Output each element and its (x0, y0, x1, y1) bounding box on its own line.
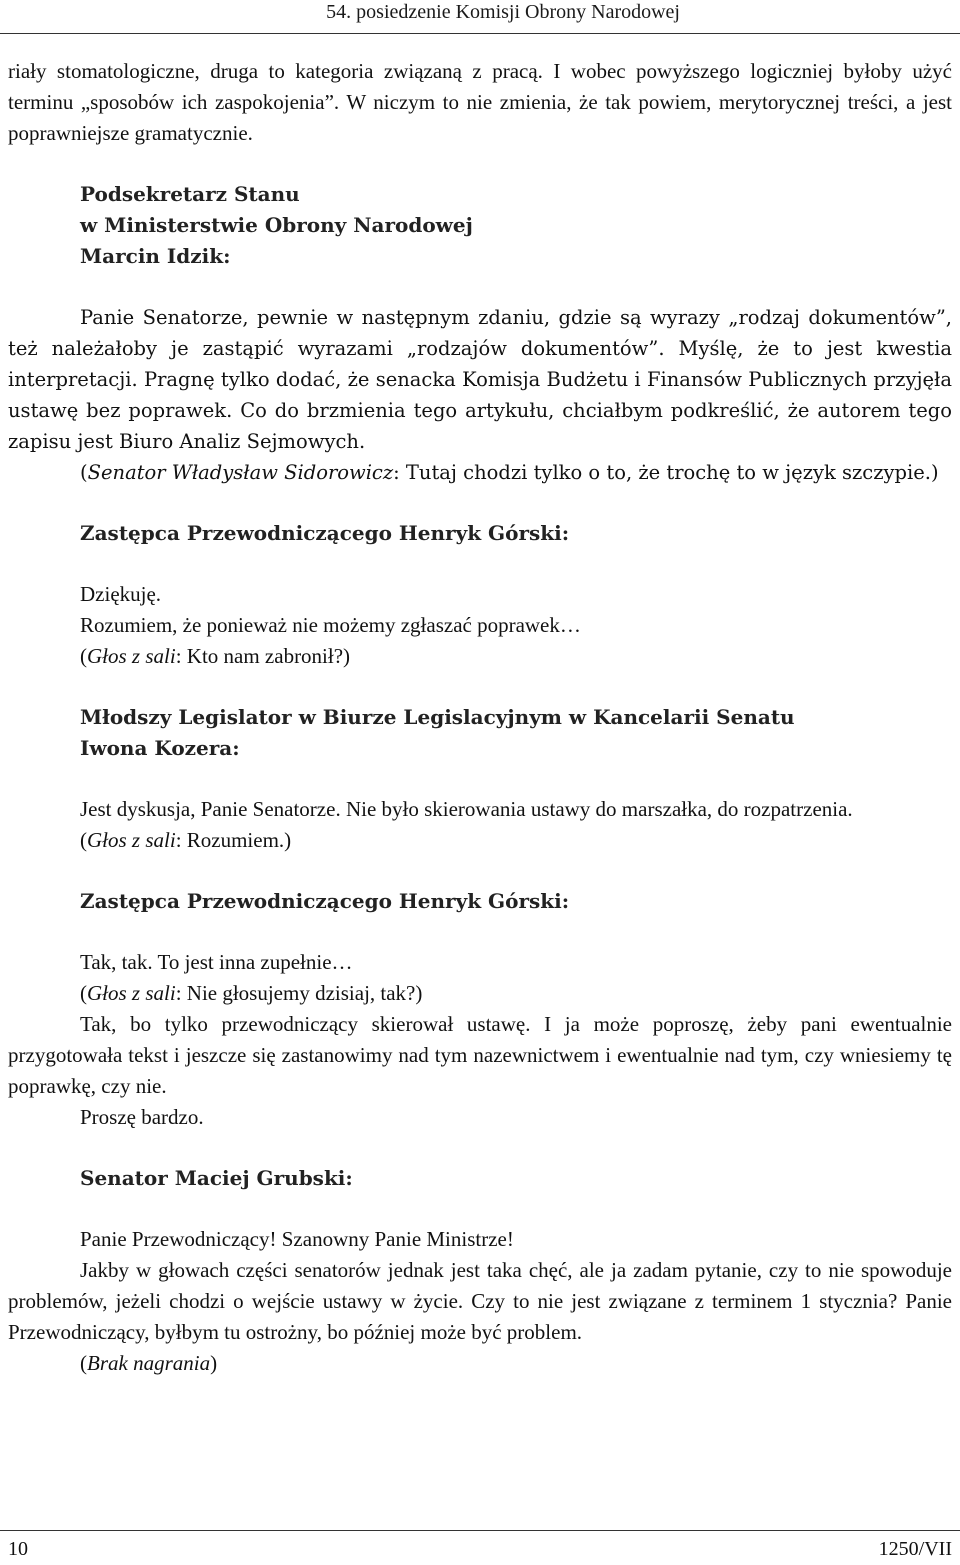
interjection: (Głos z sali: Kto nam zabronił?) (80, 644, 351, 668)
statement-grubski (8, 1224, 952, 1379)
speaker-title: Podsekretarz Stanu (80, 182, 300, 206)
interjection-speaker: Głos z sali (87, 644, 176, 668)
interjection-speaker: Głos z sali (87, 828, 176, 852)
speaker-name: Marcin Idzik: (80, 244, 231, 268)
interjection-speaker: Brak nagrania (87, 1351, 211, 1375)
interjection: (Głos z sali: Nie głosujemy dzisiaj, tak?) (80, 981, 423, 1005)
interjection-speaker: Senator Władysław Sidorowicz (87, 461, 394, 484)
statement-idzik (8, 302, 952, 488)
intro-paragraph: riały stomatologiczne, druga to kategoria związaną z pracą. I wobec powyższego logiczniej byłoby użyć terminu „sposobów ich zaspokojenia”. W niczym to nie zmienia, że tak powiem, merytorycznej treści, a jest poprawniejsze gramatycznie. (8, 59, 952, 145)
speaker-block-kozera (8, 702, 952, 764)
interjection: (Senator Władysław Sidorowicz: Tutaj chodzi tylko o to, że trochę to w język szczypie.) (80, 461, 939, 484)
paragraph: Jakby w głowach części senatorów jednak jest taka chęć, ale ja zadam pytanie, czy to nie spowoduje problemów, jeżeli chodzi o wejście ustawy w życie. Czy to nie jest związane z terminem 1 stycznia? Panie Przewodniczący, byłbym tu ostrożny, bo później może być problem. (8, 1258, 952, 1344)
page-header (0, 0, 960, 34)
speaker-title: Młodszy Legislator w Biurze Legislacyjnym w Kancelarii Senatu (80, 705, 795, 729)
speaker-name-grubski: Senator Maciej Grubski: (80, 1166, 353, 1190)
interjection: (Głos z sali: Rozumiem.) (80, 828, 292, 852)
speaker-name-gorski-2: Zastępca Przewodniczącego Henryk Górski: (80, 889, 570, 913)
paragraph: Jest dyskusja, Panie Senatorze. Nie było skierowania ustawy do marszałka, do rozpatrzenia. (80, 797, 853, 821)
statement-gorski-2 (8, 947, 952, 1133)
page-number: 10 (8, 1538, 28, 1560)
page-footer (0, 1525, 960, 1565)
paragraph: Tak, tak. To jest inna zupełnie… (80, 950, 353, 974)
paragraph: Proszę bardzo. (80, 1105, 204, 1129)
statement-kozera (8, 794, 952, 856)
speaker-block-idzik (8, 179, 952, 272)
paragraph: Panie Senatorze, pewnie w następnym zdaniu, gdzie są wyrazy „rodzaj dokumentów”, też należałoby je zastąpić wyrazami „rodzajów dokumentów”. Myślę, że to jest kwestia interpretacji. Pragnę tylko dodać, że senacka Komisja Budżetu i Finansów Publicznych przyjęła ustawę bez poprawek. Co do brzmienia tego artykułu, chciałbym podkreślić, że autorem tego zapisu jest Biuro Analiz Sejmowych. (8, 306, 952, 453)
paragraph: Panie Przewodniczący! Szanowny Panie Ministrze! (80, 1227, 514, 1251)
header-rule (0, 33, 960, 34)
statement-gorski-1 (8, 579, 952, 672)
transcript-body (8, 56, 952, 1379)
interjection-speaker: Głos z sali (87, 981, 176, 1005)
speaker-name-gorski-1: Zastępca Przewodniczącego Henryk Górski: (80, 521, 570, 545)
footer-rule (0, 1530, 960, 1531)
paragraph: Rozumiem, że ponieważ nie możemy zgłaszać poprawek… (80, 613, 581, 637)
running-header-title: 54. posiedzenie Komisji Obrony Narodowej (326, 1, 680, 23)
paragraph: Tak, bo tylko przewodniczący skierował ustawę. I ja może poproszę, żeby pani ewentualnie przygotowała tekst i jeszcze się zastanowimy nad tym nazewnictwem i ewentualnie nad tym, czy wniesiemy tę poprawkę, czy nie. (8, 1012, 952, 1098)
intro-block (8, 56, 952, 149)
document-code: 1250/VII (878, 1538, 952, 1560)
speaker-institution: w Ministerstwie Obrony Narodowej (80, 213, 473, 237)
speaker-name: Iwona Kozera: (80, 736, 240, 760)
interjection: (Brak nagrania) (80, 1351, 218, 1375)
paragraph: Dziękuję. (80, 582, 162, 606)
